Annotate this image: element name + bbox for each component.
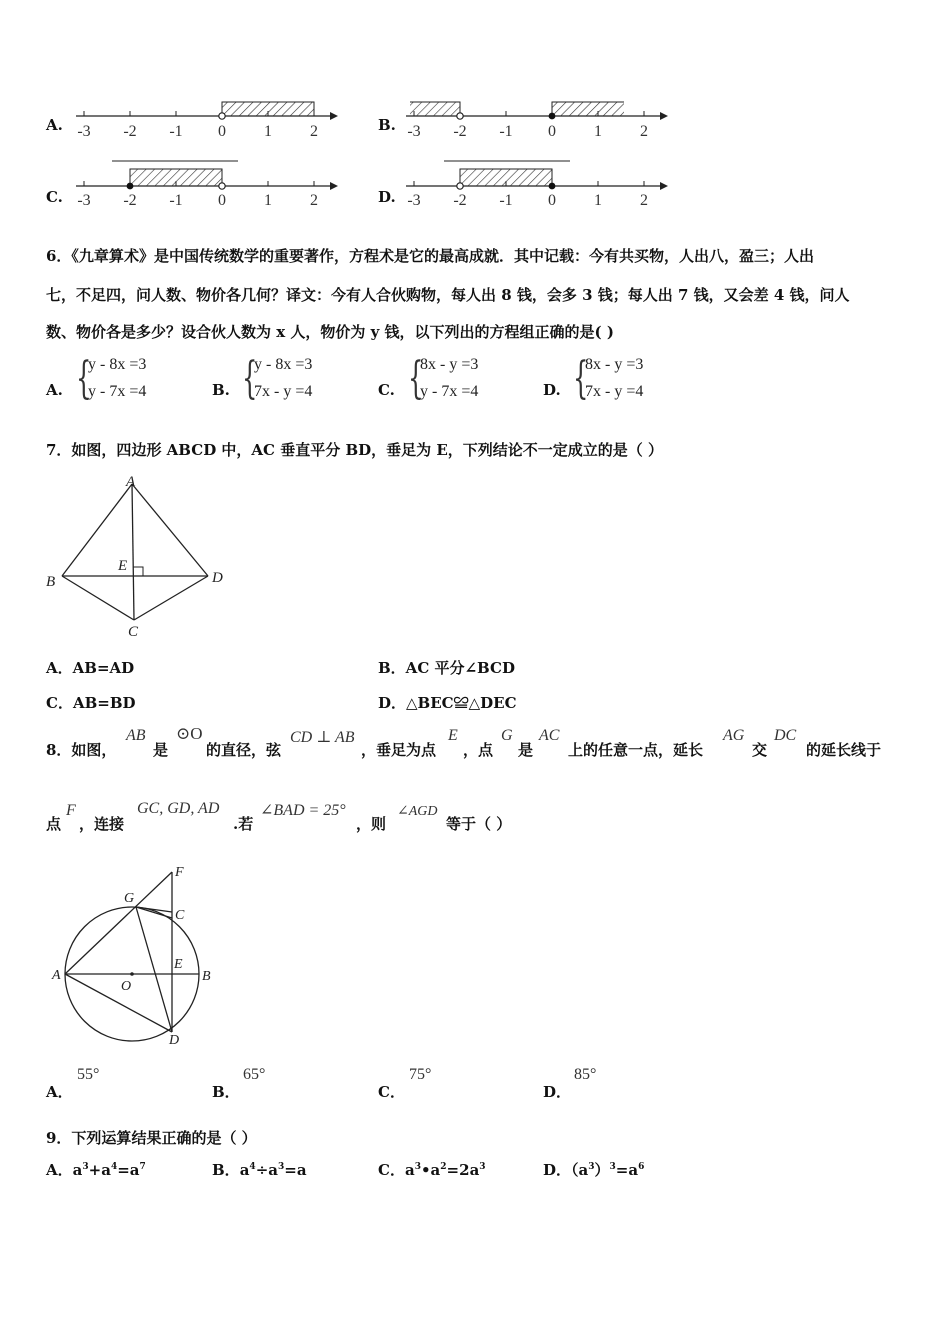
line-gd [136, 907, 172, 1032]
q7-stem: 7．如图，四边形 ABCD 中，AC 垂直平分 BD，垂足为 E，下列结论不一定成立的是（ ） [46, 441, 664, 459]
arrow-head [330, 112, 338, 120]
tick-label: 2 [640, 192, 648, 209]
option-a-label: A. [46, 116, 63, 134]
exponent: 3 [588, 1162, 595, 1172]
q9-stem: 9．下列运算结果正确的是（ ） [46, 1129, 257, 1147]
shaded-region [460, 169, 552, 186]
right-angle-mark [133, 567, 143, 576]
close-paren: ） [594, 1161, 610, 1179]
q8-math-ab: AB [126, 727, 146, 744]
equation-1: 8x - y =3 [585, 356, 644, 373]
tick-label: 1 [594, 192, 602, 209]
q6-option-c-system [408, 354, 528, 408]
tick-label: 0 [218, 123, 226, 140]
base: a [101, 1161, 111, 1179]
base: a [268, 1161, 278, 1179]
exponent: 3 [414, 1162, 421, 1172]
equation-2: y - 7x =4 [420, 383, 479, 400]
brace: { [573, 353, 589, 404]
exponent: 4 [110, 1162, 118, 1172]
open-point [457, 183, 463, 189]
tick-label: 0 [548, 192, 556, 209]
q8-math-e: E [448, 727, 458, 744]
q8-option-b-value: 65° [243, 1066, 266, 1083]
equals-base: =a [615, 1161, 639, 1179]
label-e: E [174, 957, 183, 972]
exponent: 2 [440, 1162, 447, 1172]
side-bc [62, 576, 134, 620]
q6-option-a-system [76, 354, 196, 408]
tick-label: 2 [310, 192, 318, 209]
q8-math-lines: GC, GD, AD [137, 800, 220, 817]
base: a [404, 1161, 415, 1179]
label-c: C [175, 908, 185, 923]
exponent: 6 [638, 1162, 645, 1172]
q7-option-b[interactable]: B．AC 平分∠BCD [378, 659, 515, 677]
brace: { [408, 353, 424, 404]
equation-1: y - 8x =3 [88, 356, 147, 373]
tick-label: 2 [640, 123, 648, 140]
tick-label: -1 [169, 192, 183, 209]
tick-label: 0 [548, 123, 556, 140]
closed-point [549, 113, 556, 120]
option-label: C． [378, 1161, 405, 1179]
label-a: A [126, 474, 136, 490]
q8-option-c-value: 75° [409, 1066, 432, 1083]
label-d: D [212, 570, 223, 586]
q8-math-angle-agd: ∠AGD [397, 804, 438, 819]
closed-point [127, 183, 134, 190]
base: a [129, 1161, 140, 1179]
q7-option-a[interactable]: A．AB=AD [46, 659, 135, 677]
exponent: 3 [479, 1162, 486, 1172]
q6-option-b-label[interactable]: B. [212, 381, 230, 399]
line-agf [65, 872, 172, 974]
q8-text: 的延长线于 [806, 741, 882, 759]
exponent: 7 [139, 1162, 146, 1172]
tick-label: 1 [264, 123, 272, 140]
q8-text: ，点 [463, 741, 494, 759]
q8-text: ，则 [356, 815, 387, 833]
numberline-a [72, 96, 342, 144]
tick-label: -2 [123, 192, 137, 209]
q9-option-d[interactable] [543, 1159, 644, 1180]
q8-math-ac: AC [539, 727, 560, 744]
option-label: A． [46, 1161, 73, 1179]
tick-label: -1 [499, 123, 513, 140]
tick-label: -3 [77, 192, 91, 209]
exponent: 3 [82, 1162, 89, 1172]
label-a: A [52, 968, 61, 983]
equation-2: 7x - y =4 [254, 383, 313, 400]
center-point [130, 972, 134, 976]
label-c: C [128, 624, 139, 640]
q6-option-c-label[interactable]: C. [378, 381, 395, 399]
option-d-label: D. [378, 188, 396, 206]
option-label: D． [543, 1161, 572, 1179]
equals: = [446, 1161, 460, 1179]
q6-line-3: 数、物价各是多少？设合伙人数为 x 人，物价为 y 钱，以下列出的方程组正确的是( ) [46, 323, 614, 341]
q8-text: ，连接 [79, 815, 125, 833]
base: a [296, 1161, 307, 1179]
q9-option-b[interactable] [212, 1159, 307, 1180]
base: a [72, 1161, 83, 1179]
q8-math-dc: DC [774, 727, 797, 744]
q8-option-b-label[interactable]: B． [212, 1083, 240, 1101]
shaded-region-left [410, 102, 460, 116]
q7-option-d[interactable]: D．△BEC≌△DEC [378, 694, 517, 712]
tick-label: 1 [264, 192, 272, 209]
q8-math-g: G [501, 727, 513, 744]
shaded-region-right [552, 102, 624, 116]
tick-label: 0 [218, 192, 226, 209]
q9-option-c[interactable] [378, 1159, 486, 1180]
brace: { [242, 353, 258, 404]
q8-math-angle-bad: ∠BAD = 25° [260, 802, 346, 819]
open-point [219, 113, 225, 119]
q7-option-c[interactable]: C．AB=BD [46, 694, 136, 712]
q6-line-1: 6．《九章算术》是中国传统数学的重要著作，方程术是它的最高成就．其中记载：今有共买物，人出八，盈三；人出 [46, 247, 814, 265]
closed-point [549, 183, 556, 190]
label-e: E [118, 558, 128, 574]
q8-math-ag: AG [723, 727, 745, 744]
line-gc-2 [136, 907, 172, 918]
q8-option-c-label[interactable]: C． [378, 1083, 405, 1101]
q8-text: 交 [752, 741, 768, 759]
q6-option-d-label[interactable]: D. [543, 381, 561, 399]
brace: { [76, 353, 92, 404]
label-b: B [202, 969, 211, 984]
equals: = [117, 1161, 130, 1179]
label-f: F [175, 865, 184, 880]
tick-label: 2 [310, 123, 318, 140]
open-point [457, 113, 463, 119]
q9-option-a[interactable] [46, 1159, 146, 1180]
q7-figure-quadrilateral [40, 470, 240, 642]
equation-2: y - 7x =4 [88, 383, 147, 400]
line-ad [65, 974, 172, 1032]
equation-2: 7x - y =4 [585, 383, 644, 400]
q8-text: ，垂足为点 [361, 741, 437, 759]
q6-option-d-system [573, 354, 693, 408]
q8-text: 的直径，弦 [206, 741, 282, 759]
operator: • [420, 1161, 431, 1179]
equation-1: 8x - y =3 [420, 356, 479, 373]
option-label: B． [212, 1161, 240, 1179]
base: a [239, 1161, 250, 1179]
equals: = [284, 1161, 297, 1179]
numberline-c [72, 158, 342, 210]
base: a [469, 1161, 480, 1179]
q8-option-a-label[interactable]: A． [46, 1083, 73, 1101]
q8-text: 8．如图， [46, 741, 117, 759]
q8-text: 是 [153, 741, 169, 759]
numberline-b [402, 96, 672, 144]
q8-math-circle-o: ⊙O [176, 724, 203, 743]
exponent: 4 [249, 1162, 256, 1172]
tick-label: 1 [594, 123, 602, 140]
tick-label: -2 [453, 123, 467, 140]
q6-option-b-system [242, 354, 362, 408]
option-c-label: C. [46, 188, 63, 206]
q8-option-d-value: 85° [574, 1066, 597, 1083]
q8-text: 等于（ ） [446, 815, 512, 833]
operator: ÷ [255, 1161, 269, 1179]
tick-label: -1 [499, 192, 513, 209]
base: a [430, 1161, 441, 1179]
open-point [219, 183, 225, 189]
exponent: 3 [609, 1162, 616, 1172]
coefficient: 2 [459, 1161, 470, 1179]
open-paren-base: （a [571, 1161, 589, 1179]
tick-label: -3 [77, 123, 91, 140]
exponent: 3 [278, 1162, 285, 1172]
option-b-label: B. [378, 116, 396, 134]
q8-text: 是 [518, 741, 534, 759]
shaded-region [130, 169, 222, 186]
side-dc [134, 576, 208, 620]
label-d: D [169, 1033, 180, 1048]
tick-label: -3 [407, 123, 421, 140]
label-g: G [124, 891, 135, 906]
q8-figure-circle [44, 858, 234, 1048]
q8-text: 上的任意一点，延长 [568, 741, 704, 759]
label-b: B [46, 574, 56, 590]
q8-option-a-value: 55° [77, 1066, 100, 1083]
tick-label: -1 [169, 123, 183, 140]
operator: + [88, 1161, 102, 1179]
equation-1: y - 8x =3 [254, 356, 313, 373]
label-o: O [121, 979, 132, 994]
tick-label: -3 [407, 192, 421, 209]
q8-option-d-label[interactable]: D． [543, 1083, 572, 1101]
q6-line-2: 七，不足四，问人数、物价各几何？译文：今有人合伙购物，每人出 8 钱，会多 3 钱；每人出 7 钱，又会差 4 钱，问人 [46, 286, 850, 304]
tick-label: -2 [453, 192, 467, 209]
q6-option-a-label[interactable]: A. [46, 381, 63, 399]
q8-text: .若 [233, 815, 254, 833]
shaded-region [222, 102, 314, 116]
q8-text: 点 [46, 815, 62, 833]
diagonal-ac [132, 484, 134, 620]
q8-math-f: F [66, 802, 76, 819]
numberline-d [402, 158, 672, 210]
q8-math-cd-perp-ab: CD ⊥ AB [290, 729, 355, 746]
side-ad [132, 484, 208, 576]
tick-label: -2 [123, 123, 137, 140]
